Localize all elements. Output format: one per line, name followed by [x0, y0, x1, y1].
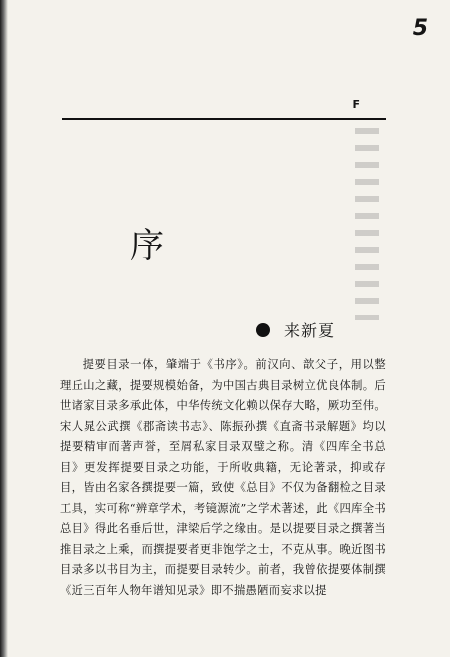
- running-head: F: [352, 98, 360, 111]
- bullet-icon: [256, 323, 270, 337]
- header-rule: [62, 118, 386, 120]
- ink-show-through: [355, 128, 379, 320]
- page-binding-shadow: [0, 0, 8, 657]
- page-number: 5: [412, 16, 428, 41]
- chapter-title: 序: [130, 226, 166, 266]
- author-line: [256, 318, 335, 341]
- body-paragraph: 提要目录一体，肇端于《书序》。前汉向、歆父子，用以整理丘山之藏，提要规模始备，为中国古典目录树立优良体制。后世诸家目录多承此体，中华传统文化赖以保存大略，厥功至伟。宋人晁公武撰《郡斋读书志》、陈振孙撰《直斋书录解题》均以提要精审而著声誉，至屑私家目录双璧之称。清《四库全书总目》更发挥提要目录之功能，于所收典籍，无论著录，抑或存目，皆由名家各撰提要一篇，致使《总目》不仅为备翻检之目录工具，实可称“辨章学术，考镜源流”之学术著述，此《四库全书总目》得此名垂后世，津梁后学之缘由。是以提要目录之撰著当推目录之上乘，而撰提要者更非饱学之士，不克从事。晚近图书目录多以书目为主，而提要目录转少。前者，我曾依提要体制撰《近三百年人物年谱知见录》即不揣愚陋而妄求以提: [60, 358, 386, 597]
- author-name: 来新夏: [284, 321, 336, 340]
